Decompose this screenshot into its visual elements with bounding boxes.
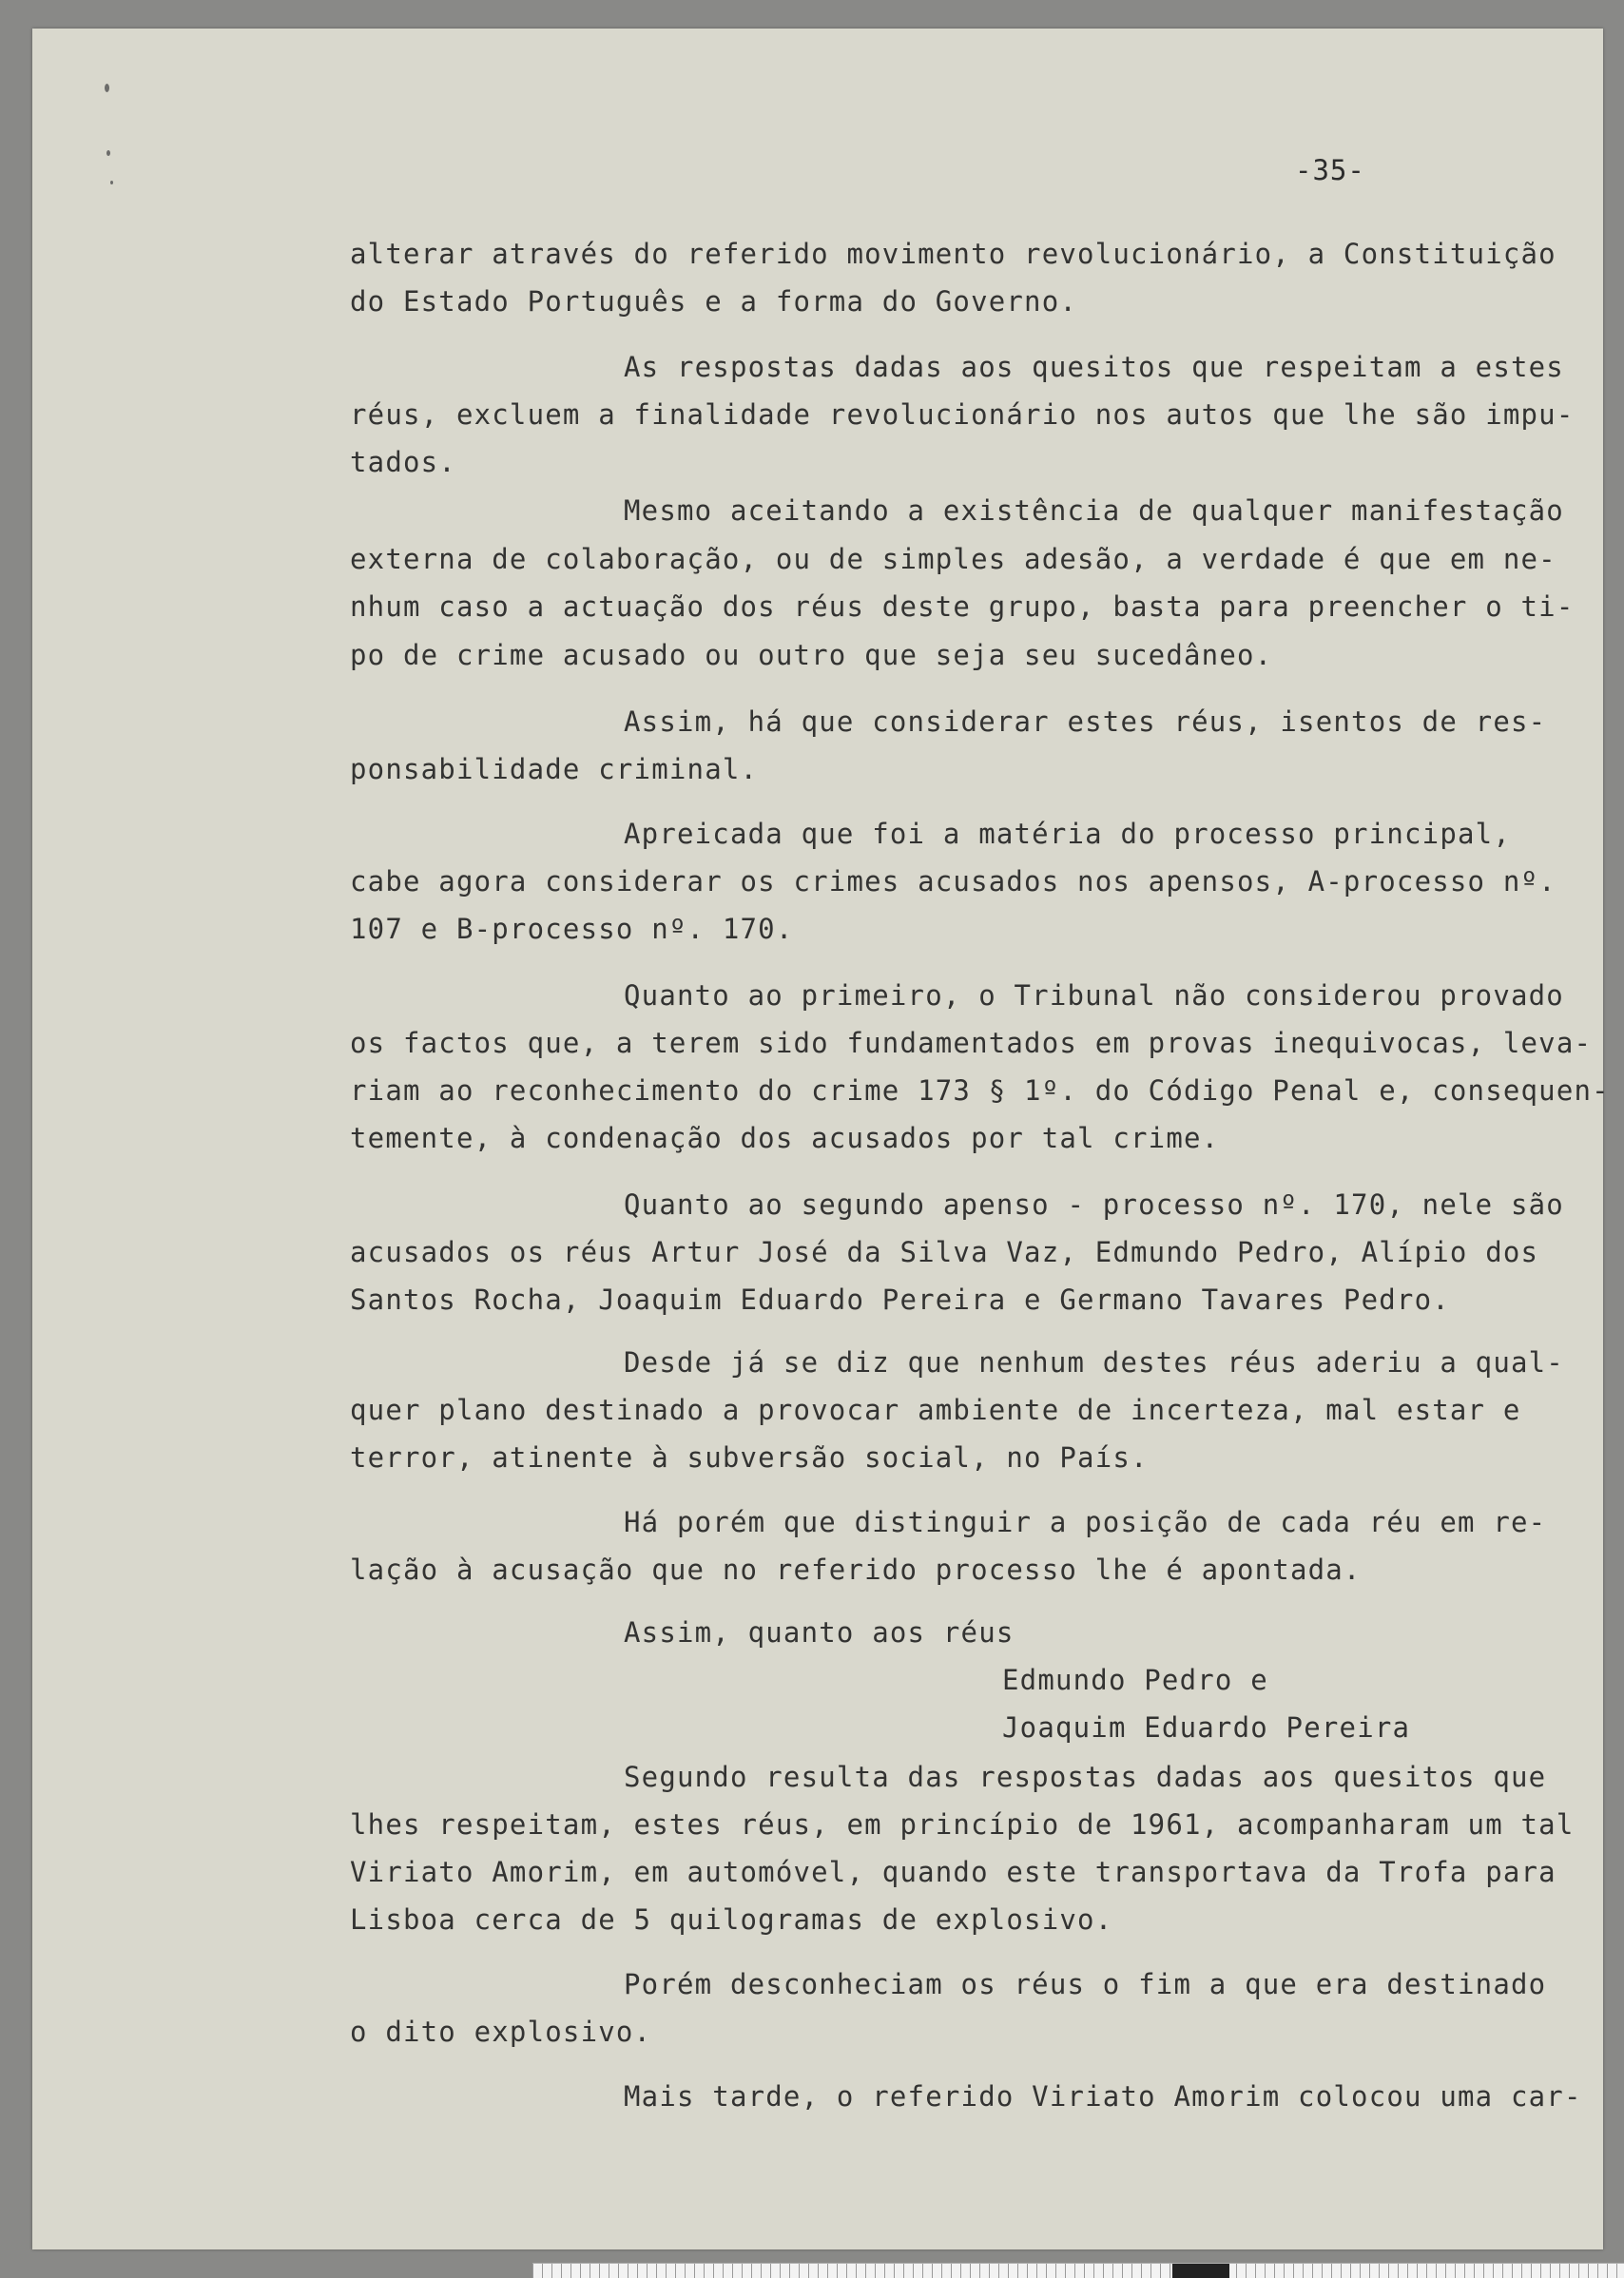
text-line: Há porém que distinguir a posição de cada réu em re- [624, 1506, 1547, 1538]
text-line: Assim, quanto aos réus [624, 1616, 1015, 1649]
text-line: nhum caso a actuação dos réus deste grupo, basta para preencher o ti- [350, 590, 1575, 623]
text-line: externa de colaboração, ou de simples adesão, a verdade é que em ne- [350, 543, 1556, 575]
text-line: Mais tarde, o referido Viriato Amorim colocou uma car- [624, 2080, 1582, 2113]
text-line: alterar através do referido movimento revolucionário, a Constituição [350, 238, 1556, 270]
text-line: Desde já se diz que nenhum destes réus aderiu a qual- [624, 1346, 1564, 1379]
text-line: Assim, há que considerar estes réus, isentos de res- [624, 705, 1547, 738]
text-line: réus, excluem a finalidade revolucionário nos autos que lhe são impu- [350, 398, 1575, 431]
text-line: Edmundo Pedro e [1002, 1664, 1268, 1696]
text-line: tados. [350, 446, 456, 478]
text-line: lhes respeitam, estes réus, em princípio de 1961, acompanharam um tal [350, 1808, 1575, 1841]
text-line: Porém desconheciam os réus o fim a que era destinado [624, 1968, 1547, 2000]
text-line: Quanto ao segundo apenso - processo nº. 170, nele são [624, 1188, 1564, 1221]
text-line: 107 e B-processo nº. 170. [350, 913, 794, 945]
text-line: As respostas dadas aos quesitos que respeitam a estes [624, 351, 1564, 383]
text-line: Segundo resulta das respostas dadas aos quesitos que [624, 1761, 1547, 1793]
text-line: Apreicada que foi a matéria do processo principal, [624, 818, 1511, 850]
text-line: o dito explosivo. [350, 2016, 652, 2048]
text-line: do Estado Português e a forma do Governo. [350, 285, 1078, 318]
text-line: ponsabilidade criminal. [350, 753, 759, 785]
text-line: Santos Rocha, Joaquim Eduardo Pereira e Germano Tavares Pedro. [350, 1284, 1450, 1316]
punch-hole-mark [110, 181, 113, 184]
page-number: -35- [1295, 154, 1365, 186]
punch-hole-mark [106, 150, 110, 156]
scale-ruler [532, 2263, 1624, 2278]
text-line: Quanto ao primeiro, o Tribunal não considerou provado [624, 979, 1564, 1012]
text-line: Viriato Amorim, em automóvel, quando este transportava da Trofa para [350, 1856, 1556, 1888]
text-line: Mesmo aceitando a existência de qualquer manifestação [624, 494, 1564, 527]
ruler-dark-segment [1172, 2264, 1229, 2278]
text-line: riam ao reconhecimento do crime 173 § 1º. do Código Penal e, consequen- [350, 1074, 1610, 1107]
text-line: cabe agora considerar os crimes acusados nos apensos, A-processo nº. [350, 865, 1556, 898]
punch-hole-mark [105, 84, 109, 92]
document-page [32, 29, 1610, 2249]
text-line: Joaquim Eduardo Pereira [1002, 1711, 1411, 1744]
text-line: lação à acusação que no referido processo lhe é apontada. [350, 1554, 1362, 1586]
text-line: quer plano destinado a provocar ambiente de incerteza, mal estar e [350, 1394, 1521, 1426]
text-line: os factos que, a terem sido fundamentados em provas inequivocas, leva- [350, 1027, 1593, 1059]
text-line: temente, à condenação dos acusados por tal crime. [350, 1122, 1220, 1154]
text-line: acusados os réus Artur José da Silva Vaz, Edmundo Pedro, Alípio dos [350, 1236, 1539, 1268]
text-line: po de crime acusado ou outro que seja seu sucedâneo. [350, 639, 1273, 671]
text-line: terror, atinente à subversão social, no País. [350, 1441, 1149, 1474]
text-line: Lisboa cerca de 5 quilogramas de explosivo. [350, 1903, 1113, 1936]
